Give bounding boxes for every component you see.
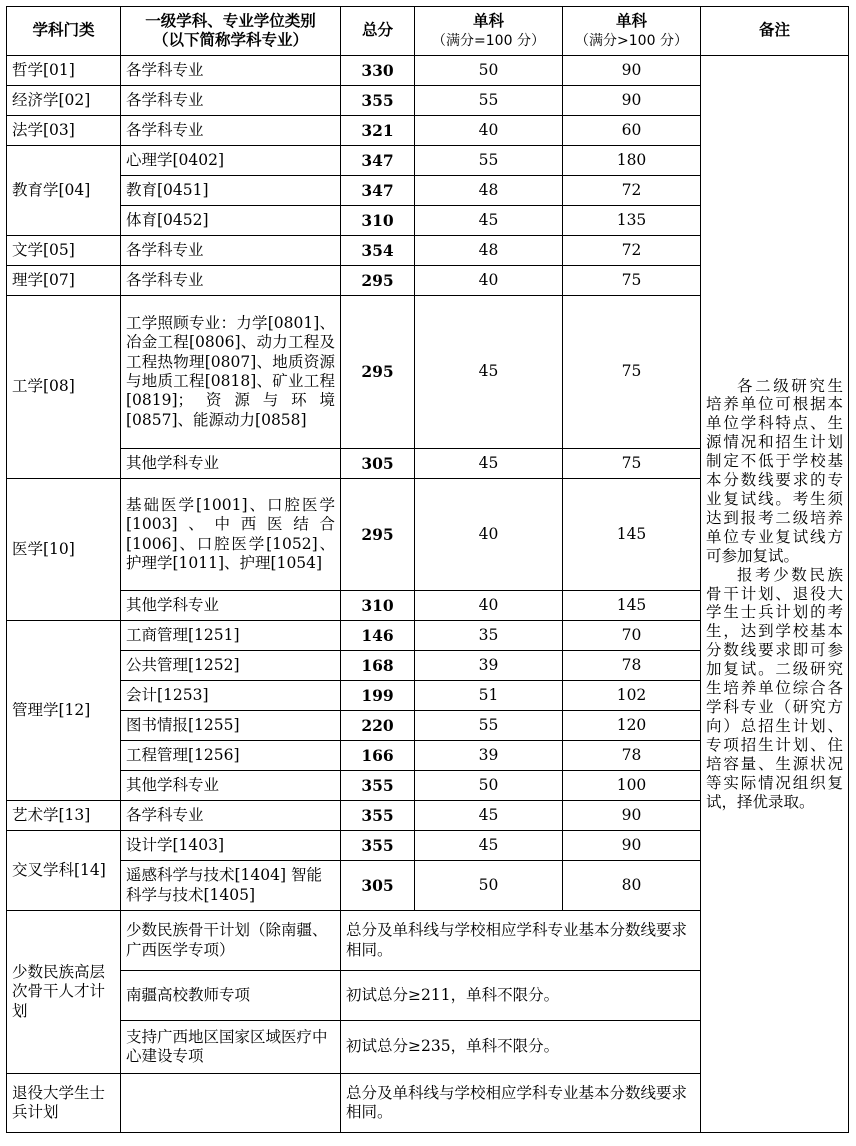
single-score-100: 39	[415, 651, 563, 681]
header-remarks: 备注	[701, 7, 849, 56]
header-category: 学科门类	[7, 7, 121, 56]
category-cell: 文学[05]	[7, 236, 121, 266]
total-score: 295	[341, 296, 415, 449]
category-cell: 法学[03]	[7, 116, 121, 146]
single-score-100: 50	[415, 861, 563, 911]
single-score-100: 45	[415, 449, 563, 479]
single-score-over100: 80	[563, 861, 701, 911]
major-cell: 支持广西地区国家区域医疗中心建设专项	[121, 1021, 341, 1074]
requirement-cell: 初试总分≥211，单科不限分。	[341, 971, 701, 1021]
major-cell: 基础医学[1001]、口腔医学[1003]、中西医结合[1006]、口腔医学[1052]、护理学[1011]、护理[1054]	[121, 479, 341, 591]
major-cell: 各学科专业	[121, 266, 341, 296]
requirement-cell: 初试总分≥235，单科不限分。	[341, 1021, 701, 1074]
single-score-100: 40	[415, 591, 563, 621]
table-row	[7, 56, 849, 86]
total-score: 220	[341, 711, 415, 741]
score-table	[6, 6, 849, 1133]
single-score-over100: 102	[563, 681, 701, 711]
single-score-100: 50	[415, 56, 563, 86]
category-cell: 理学[07]	[7, 266, 121, 296]
major-cell: 各学科专业	[121, 236, 341, 266]
major-cell: 体育[0452]	[121, 206, 341, 236]
single-score-100: 40	[415, 479, 563, 591]
major-cell: 教育[0451]	[121, 176, 341, 206]
category-cell: 哲学[01]	[7, 56, 121, 86]
category-cell: 教育学[04]	[7, 146, 121, 236]
table-header	[7, 7, 849, 56]
single-score-over100: 100	[563, 771, 701, 801]
single-score-over100: 120	[563, 711, 701, 741]
single-score-100: 48	[415, 236, 563, 266]
single-score-100: 55	[415, 86, 563, 116]
single-score-over100: 78	[563, 741, 701, 771]
category-cell: 少数民族高层次骨干人才计划	[7, 911, 121, 1074]
major-cell: 其他学科专业	[121, 449, 341, 479]
single-score-over100: 145	[563, 479, 701, 591]
single-score-100: 55	[415, 146, 563, 176]
total-score: 330	[341, 56, 415, 86]
major-cell: 工学照顾专业：力学[0801]、冶金工程[0806]、动力工程及工程热物理[0807]、地质资源与地质工程[0818]、矿业工程[0819]；资源与环境[0857]、能源动力[0858]	[121, 296, 341, 449]
total-score: 355	[341, 771, 415, 801]
single-score-over100: 75	[563, 266, 701, 296]
major-cell: 工程管理[1256]	[121, 741, 341, 771]
category-cell: 经济学[02]	[7, 86, 121, 116]
total-score: 347	[341, 146, 415, 176]
single-score-over100: 90	[563, 86, 701, 116]
total-score: 321	[341, 116, 415, 146]
single-score-over100: 70	[563, 621, 701, 651]
major-cell: 心理学[0402]	[121, 146, 341, 176]
single-score-over100: 60	[563, 116, 701, 146]
total-score: 305	[341, 449, 415, 479]
single-score-over100: 90	[563, 831, 701, 861]
total-score: 168	[341, 651, 415, 681]
requirement-cell: 总分及单科线与学校相应学科专业基本分数线要求相同。	[341, 1074, 701, 1133]
single-score-over100: 135	[563, 206, 701, 236]
single-score-over100: 72	[563, 176, 701, 206]
major-cell: 遥感科学与技术[1404] 智能科学与技术[1405]	[121, 861, 341, 911]
major-cell: 各学科专业	[121, 116, 341, 146]
major-cell: 南疆高校教师专项	[121, 971, 341, 1021]
requirement-cell: 总分及单科线与学校相应学科专业基本分数线要求相同。	[341, 911, 701, 971]
total-score: 355	[341, 831, 415, 861]
remarks-cell	[701, 56, 849, 1133]
single-score-100: 45	[415, 296, 563, 449]
category-cell: 管理学[12]	[7, 621, 121, 801]
header-major: 一级学科、专业学位类别 （以下简称学科专业）	[121, 7, 341, 56]
total-score: 354	[341, 236, 415, 266]
major-cell	[121, 1074, 341, 1133]
single-score-over100: 72	[563, 236, 701, 266]
total-score: 310	[341, 206, 415, 236]
total-score: 199	[341, 681, 415, 711]
single-score-over100: 75	[563, 449, 701, 479]
single-score-100: 40	[415, 266, 563, 296]
remarks-paragraph-2: 报考少数民族骨干计划、退役大学生士兵计划的考生，达到学校基本分数线要求即可参加复试。二级研究生培养单位综合各学科专业（研究方向）总招生计划、专项招生计划、住培容量、生源状况等实际情况组织复试，择优录取。	[706, 565, 843, 811]
major-cell: 各学科专业	[121, 801, 341, 831]
major-cell: 图书情报[1255]	[121, 711, 341, 741]
total-score: 310	[341, 591, 415, 621]
single-score-over100: 75	[563, 296, 701, 449]
total-score: 305	[341, 861, 415, 911]
single-score-100: 39	[415, 741, 563, 771]
major-cell: 设计学[1403]	[121, 831, 341, 861]
major-cell: 公共管理[1252]	[121, 651, 341, 681]
header-total: 总分	[341, 7, 415, 56]
single-score-over100: 78	[563, 651, 701, 681]
remarks-paragraph-1: 各二级研究生培养单位可根据本单位学科特点、生源情况和招生计划制定不低于学校基本分数线要求的专业复试线。考生须达到报考二级培养单位专业复试线方可参加复试。	[706, 376, 843, 565]
category-cell: 艺术学[13]	[7, 801, 121, 831]
total-score: 166	[341, 741, 415, 771]
single-score-100: 50	[415, 771, 563, 801]
total-score: 295	[341, 266, 415, 296]
category-cell: 工学[08]	[7, 296, 121, 479]
single-score-over100: 180	[563, 146, 701, 176]
single-score-100: 55	[415, 711, 563, 741]
single-score-over100: 145	[563, 591, 701, 621]
single-score-100: 35	[415, 621, 563, 651]
major-cell: 少数民族骨干计划（除南疆、广西医学专项）	[121, 911, 341, 971]
single-score-100: 45	[415, 801, 563, 831]
single-score-100: 45	[415, 831, 563, 861]
single-score-over100: 90	[563, 56, 701, 86]
category-cell: 医学[10]	[7, 479, 121, 621]
major-cell: 各学科专业	[121, 86, 341, 116]
single-score-100: 51	[415, 681, 563, 711]
total-score: 347	[341, 176, 415, 206]
category-cell: 退役大学生士兵计划	[7, 1074, 121, 1133]
major-cell: 其他学科专业	[121, 771, 341, 801]
header-single-100: 单科 （满分=100 分）	[415, 7, 563, 56]
total-score: 295	[341, 479, 415, 591]
major-cell: 工商管理[1251]	[121, 621, 341, 651]
single-score-100: 45	[415, 206, 563, 236]
single-score-100: 48	[415, 176, 563, 206]
single-score-100: 40	[415, 116, 563, 146]
single-score-over100: 90	[563, 801, 701, 831]
category-cell: 交叉学科[14]	[7, 831, 121, 911]
total-score: 355	[341, 801, 415, 831]
major-cell: 其他学科专业	[121, 591, 341, 621]
major-cell: 各学科专业	[121, 56, 341, 86]
header-single-over100: 单科 （满分>100 分）	[563, 7, 701, 56]
total-score: 355	[341, 86, 415, 116]
major-cell: 会计[1253]	[121, 681, 341, 711]
total-score: 146	[341, 621, 415, 651]
